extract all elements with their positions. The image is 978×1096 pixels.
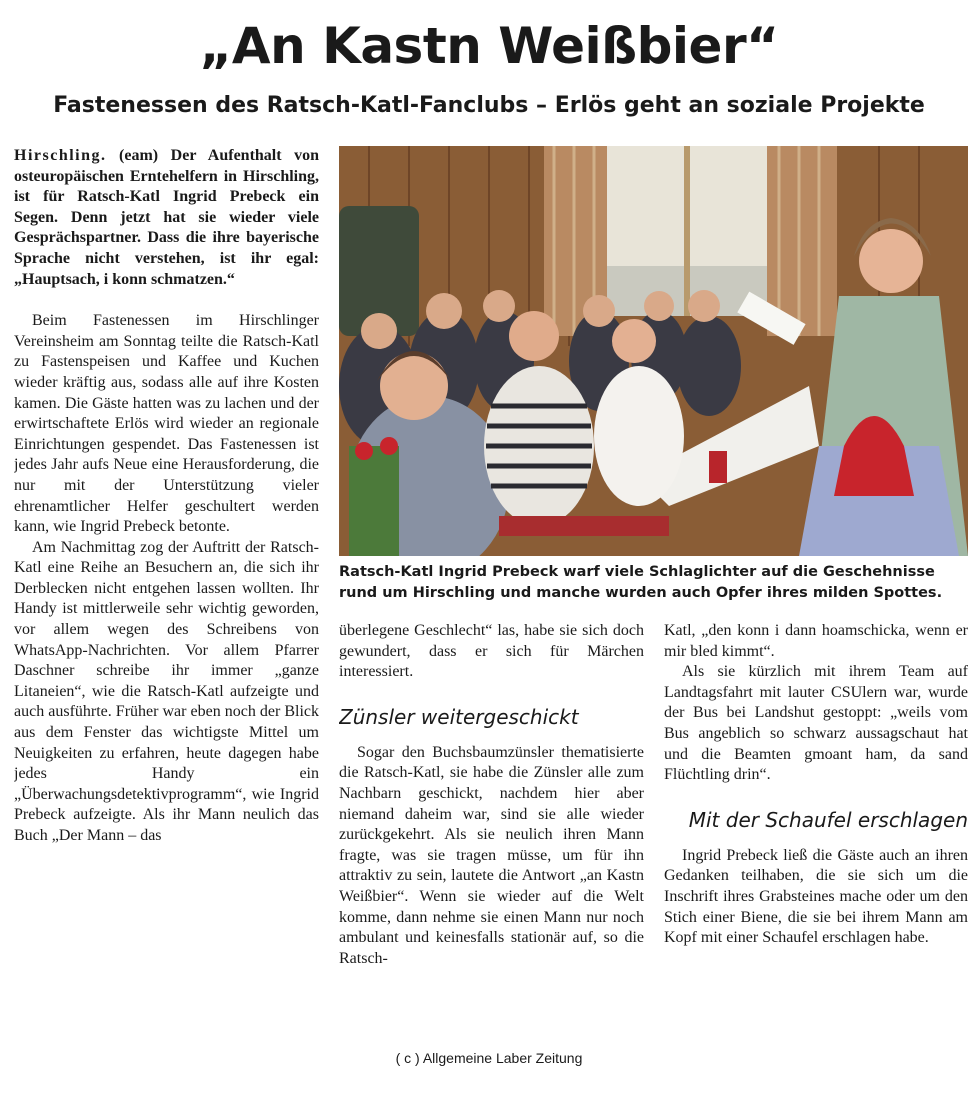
paragraph-3: Sogar den Buchsbaumzünsler thematisierte die Ratsch-Katl, sie habe die Zünsler alle zum Nachbarn geschickt, nachdem hier aber niemand daheim war, sind sie alle wieder zurückgekehrt. Als sie neulich ihren Mann fragte, was sie tragen müsse, um für ihn attraktiv zu sein, lautete die Antwort „an Kastn Weißbier“. Wenn sie wieder auf die Welt komme, dann nehme sie einen Mann nur noch ambulant und keinesfalls stationär auf, so die Ratsch- xyxy=(339,743,644,967)
subheading-schaufel: Mit der Schaufel erschlagen xyxy=(688,807,968,832)
paragraph-2: Am Nachmittag zog der Auftritt der Ratsch-Katl eine Reihe an Besuchern an, die sich ihr Derblecken nicht entgehen lassen wollten. Ihr Handy ist mittlerweile sehr wichtig geworden, vor allem wegen des Schreibens von WhatsApp-Nachrichten. Vor allem Pfarrer Daschner schreibe ihr immer „ganze Litaneien“, wie die Ratsch-Katl aufzeigte und auch ausführte. Früher war eben noch der Blick aus dem Fenster das wichtigste Mittel um Neuigkeiten zu erfahren, heute dagegen habe jedes Handy ein „Überwachungsdetektivprogramm“, wie Ingrid Prebeck aufzeigte. Als ihr Mann neulich das Buch „Der Mann – das xyxy=(14,538,319,844)
lead-text: (eam) Der Aufenthalt von osteuropäischen Erntehelfern in Hirschling, ist für Ratsch-Katl Ingrid Prebeck ein Segen. Denn jetzt hat sie wieder viele Gesprächspartner. Dass die ihre bayerische Sprache nicht verstehen, ist ihr egal: „Hauptsach, i konn schmatzen.“ xyxy=(14,147,319,288)
subheading-zuensler: Zünsler weitergeschickt xyxy=(339,704,579,729)
article-headline: „An Kastn Weißbier“ xyxy=(199,17,779,75)
article-column-2 xyxy=(339,621,644,1026)
paragraph-2-continued: überlegene Geschlecht“ las, habe sie sich doch gewundert, dass er sich für Märchen interessiert. xyxy=(339,622,644,681)
photo-illustration xyxy=(339,146,968,556)
paragraph-3-continued: Katl, „den konn i dann hoamschicka, wenn er mir bled kimmt“. xyxy=(664,622,968,660)
article-subline: Fastenessen des Ratsch-Katl-Fanclubs – Erlös geht an soziale Projekte xyxy=(53,93,925,118)
dateline: Hirschling. xyxy=(14,147,107,164)
photo-caption: Ratsch-Katl Ingrid Prebeck warf viele Schlaglichter auf die Geschehnisse rund um Hirschling und manche wurden auch Opfer ihres milden Spottes. xyxy=(339,564,943,601)
article-photo xyxy=(339,146,968,556)
article-lead xyxy=(14,146,319,290)
paragraph-1: Beim Fastenessen im Hirschlinger Vereinsheim am Sonntag teilte die Ratsch-Katl zu Fastenspeisen und Kaffee und Kuchen wieder kräftig aus, sodass alle auf ihre Kosten kamen. Die Gäste hatten was zu lachen und der erwirtschaftete Erlös wird wieder an regionale Einrichtungen gespendet. Das Fastenessen ist jedes Jahr aufs Neue eine Herausforderung, die nur mit der Unterstützung vieler ehrenamtlicher Helfer geschultert werden kann, wie Ingrid Prebeck betonte. xyxy=(14,312,319,536)
paragraph-5: Ingrid Prebeck ließ die Gäste auch an ihren Gedanken teilhaben, die sie sich um die Inschrift ihres Grabsteines mache oder um den Stich einer Biene, die sie bei ihrem Mann am Kopf mit einer Schaufel erschlagen habe. xyxy=(664,846,968,947)
copyright-notice: ( c ) Allgemeine Laber Zeitung xyxy=(395,1050,583,1066)
paragraph-4: Als sie kürzlich mit ihrem Team auf Landtagsfahrt mit lauter CSUlern war, wurde der Bus bei Landshut gestoppt: „weils vom Bus angeblich so schwarz aussagschaut hat und die Beamten gmoant ham, da sand Flüchtling drin“. xyxy=(664,663,968,784)
article-column-1 xyxy=(14,146,319,1026)
article-column-3 xyxy=(664,621,968,1026)
